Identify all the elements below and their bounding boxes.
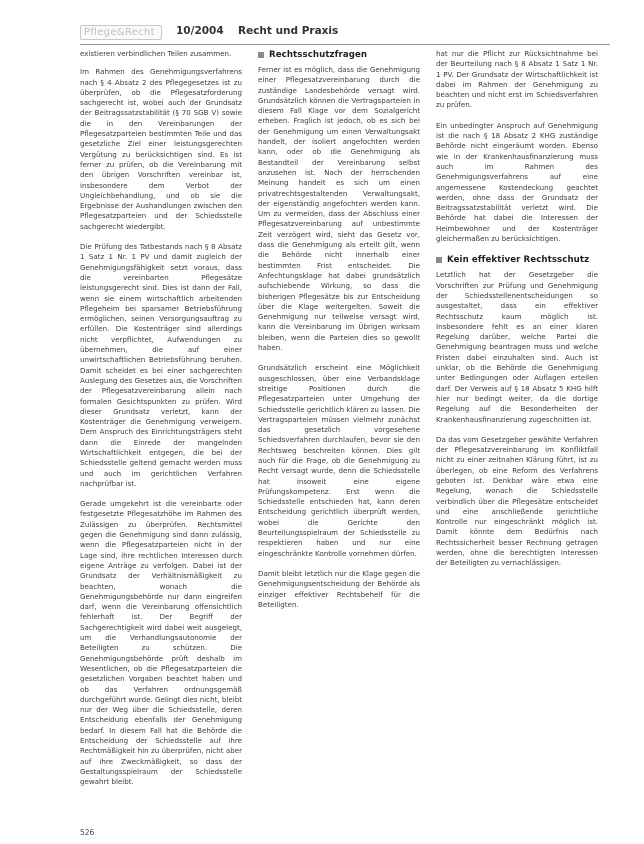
magazine-logo xyxy=(80,25,162,40)
page-header xyxy=(80,24,610,40)
square-bullet-icon xyxy=(258,52,264,58)
heading-text: Rechtsschutzfragen xyxy=(269,50,368,60)
paragraph: Ferner ist es möglich, dass die Genehmigung einer Pflegesatzvereinbarung durch die zuständige Landesbehörde versagt wird. Grundsätzlich können die Vertragsparteien in diesem Fall Klage vor dem Sozialgericht erheben. Fraglich ist jedoch, ob es sich bei der Genehmigung um einen Verwaltungsakt handelt, der isoliert angefochten werden kann, oder ob die Genehmigung als Bestandteil der Vereinbarung selbst anzusehen ist. Nach der herrschenden Meinung handelt es sich um einen privatrechtsgestaltenden Verwaltungsakt, der eigenständig angefochten werden kann. Um zu vermeiden, dass der Abschluss einer Pflegesatzvereinbarung auf unbestimmte Zeit verzögert wird, sieht das Gesetz vor, dass die Genehmigung als erteilt gilt, wenn die Behörde nicht innerhalb einer bestimmten Frist entscheidet. Die Anfechtungsklage hat dabei grundsätzlich aufschiebende Wirkung, so dass die bisherigen Pflegesätze bis zur Entscheidung über die Klage weitergelten. Soweit die Genehmigung nur teilweise versagt wird, kann die Vereinbarung im Übrigen wirksam bleiben, wenn die Parteien dies so gewollt haben. xyxy=(258,65,420,353)
paragraph: Letztlich hat der Gesetzgeber die Vorschriften zur Prüfung und Genehmigung der Schiedsstellenentscheidungen so ausgestaltet, dass ein effektiver Rechtsschutz kaum möglich ist. Insbesondere fehlt es an einer klaren Regelung darüber, welche Partei die Genehmigung beantragen muss und welche Fristen dabei einzuhalten sind. Auch ist unklar, ob die Behörde die Genehmigung unter Bedingungen oder Auflagen erteilen darf. Der Verweis auf § 18 Absatz 5 KHG hilft hier nur bedingt weiter, da die dortige Regelung auf die Besonderheiten der Krankenhausfinanzierung zugeschnitten ist. xyxy=(436,270,598,424)
section-heading xyxy=(436,254,598,266)
paragraph: Da das vom Gesetzgeber gewählte Verfahren der Pflegesatzvereinbarung im Konfliktfall nicht zu einer zeitnahen Klärung führt, ist zu überlegen, ob eine Reform des Verfahrens geboten ist. Denkbar wäre etwa eine Regelung, wonach die Schiedsstelle verbindlich über die Pflegesätze entscheidet und eine anschließende gerichtliche Kontrolle nur eingeschränkt möglich ist. Damit könnte dem Bedürfnis nach Rechtssicherheit besser Rechnung getragen werden, ohne die berechtigten Interessen der Beteiligten zu vernachlässigen. xyxy=(436,434,598,568)
text-column-3 xyxy=(436,49,598,824)
text-column-2 xyxy=(258,49,420,824)
header-divider xyxy=(80,44,610,45)
paragraph: Ein unbedingter Anspruch auf Genehmigung ist die nach § 18 Absatz 2 KHG zuständige Behörde nicht eingeräumt worden. Ebenso wie in der Krankenhausfinanzierung muss auch im Rahmen des Genehmigungsverfahrens auf eine angemessene Kostendeckung geachtet werden, ohne dass der Grundsatz der Beitragssatzstabilität verletzt wird. Die Behörde hat dabei die Interessen der Heimbewohner und der Kostenträger gleichermaßen zu berücksichtigen. xyxy=(436,120,598,244)
heading-text: Kein effektiver Rechtsschutz xyxy=(447,255,590,266)
paragraph: Die Prüfung des Tatbestands nach § 8 Absatz 1 Satz 1 Nr. 1 PV und damit zugleich der Genehmigungsfähigkeit setzt voraus, dass die vereinbarten Pflegesätze leistungsgerecht sind. Dies ist dann der Fall, wenn sie einem wirtschaftlich arbeitenden Pflegeheim bei sparsamer Betriebsführung ermöglichen, seinen Versorgungsauftrag zu erfüllen. Die Kostenträger sind allerdings nicht verpflichtet, Aufwendungen zu übernehmen, die auf einer unwirtschaftlichen Betriebsführung beruhen. Damit scheidet es bei einer sachgerechten Auslegung des Gesetzes aus, die Vorschriften der Pflegesatzvereinbarung allein nach formalen Gesichtspunkten zu prüfen. Wird dieser Grundsatz verletzt, kann der Kostenträger die Genehmigung verweigern. Dem Anspruch des Einrichtungsträgers steht dann die Einrede der mangelnden Wirtschaftlichkeit entgegen, die bei der Schiedsstelle geltend gemacht werden muss und auch im gerichtlichen Verfahren nachprüfbar ist. xyxy=(80,242,242,488)
paragraph: hat nur die Pflicht zur Rücksichtnahme bei der Beurteilung nach § 8 Absatz 1 Satz 1 Nr. 1 PV. Der Grundsatz der Wirtschaftlichkeit ist dabei im Rahmen der Genehmigung zu beachten und nicht erst im Schiedsverfahren zu prüfen. xyxy=(436,49,598,110)
paragraph: Grundsätzlich erscheint eine Möglichkeit ausgeschlossen, über eine Verbandsklage streitige Positionen durch die Pflegesatzparteien unter Umgehung der Schiedsstelle gerichtlich klären zu lassen. Die Vertragsparteien müssen vielmehr zunächst das gesetzlich vorgesehene Schiedsverfahren durchlaufen, bevor sie den Rechtsweg beschreiten können. Dies gilt auch für die Frage, ob die Genehmigung zu Recht versagt wurde, denn die Schiedsstelle hat insoweit eine eigene Prüfungskompetenz. Erst wenn die Schiedsstelle entschieden hat, kann deren Entscheidung gerichtlich überprüft werden, wobei die Gerichte den Beurteilungsspielraum der Schiedsstelle zu respektieren haben und nur eine eingeschränkte Kontrolle vornehmen dürfen. xyxy=(258,363,420,558)
paragraph: Gerade umgekehrt ist die vereinbarte oder festgesetzte Pflegesatzhöhe im Rahmen des Zulässigen zu überprüfen. Rechtsmittel gegen die Genehmigung sind dann zulässig, wenn die Pflegesatzparteien nicht in der Lage sind, ihre rechtlichen Interessen durch eigene Anträge zu verfolgen. Dabei ist der Grundsatz der Verhältnismäßigkeit zu beachten, wonach die Genehmigungsbehörde nur dann eingreifen darf, wenn die Vereinbarung offensichtlich fehlerhaft ist. Der Begriff der Sachgerechtigkeit wird dabei weit ausgelegt, um die Verhandlungsautonomie der Beteiligten zu schützen. Die Genehmigungsbehörde prüft deshalb im Wesentlichen, ob die Pflegesatzparteien die gesetzlichen Vorgaben beachtet haben und ob das Verfahren ordnungsgemäß durchgeführt wurde. Gelingt dies nicht, bleibt nur der Weg über die Schiedsstelle, deren Entscheidung ebenfalls der Genehmigung bedarf. In diesem Fall hat die Behörde die Entscheidung der Schiedsstelle auf ihre Rechtmäßigkeit hin zu überprüfen, nicht aber auf ihre Zweckmäßigkeit, so dass der Gestaltungsspielraum der Schiedsstelle gewahrt bleibt. xyxy=(80,499,242,787)
square-bullet-icon xyxy=(436,257,442,263)
paragraph: Im Rahmen des Genehmigungsverfahrens nach § 4 Absatz 2 des Pflegegesetzes ist zu überprüfen, ob die Pflegesatzforderung sachgerecht ist, wobei auch der Grundsatz der Beitragssatzstabilität (§ 70 SGB V) sowie die in den Vereinbarungen der Pflegesatzparteien bestimmten Teile und das gesetzliche Ziel einer leistungsgerechten Vergütung zu berücksichtigen sind. Es ist ferner zu prüfen, ob die Vereinbarung mit den übrigen Vorschriften vereinbar ist, insbesondere dem Verbot der Ungleichbehandlung, und ob sie die Ergebnisse der Aushandlungen zwischen den Pflegesatzparteien und der Schiedsstelle sachgerecht wiedergibt. xyxy=(80,67,242,231)
logo-text: Pflege&Recht xyxy=(84,27,155,38)
paragraph: Damit bleibt letztlich nur die Klage gegen die Genehmigungsentscheidung der Behörde als einziger effektiver Rechtsbehelf für die Beteiligten. xyxy=(258,568,420,609)
paragraph: existieren verbindlichen Teilen zusammen. xyxy=(80,49,232,58)
section-title: Recht und Praxis xyxy=(238,25,339,37)
section-heading xyxy=(258,49,420,61)
page-number: 526 xyxy=(80,828,95,837)
text-column-1 xyxy=(80,49,242,824)
issue-number: 10/2004 xyxy=(176,25,224,37)
